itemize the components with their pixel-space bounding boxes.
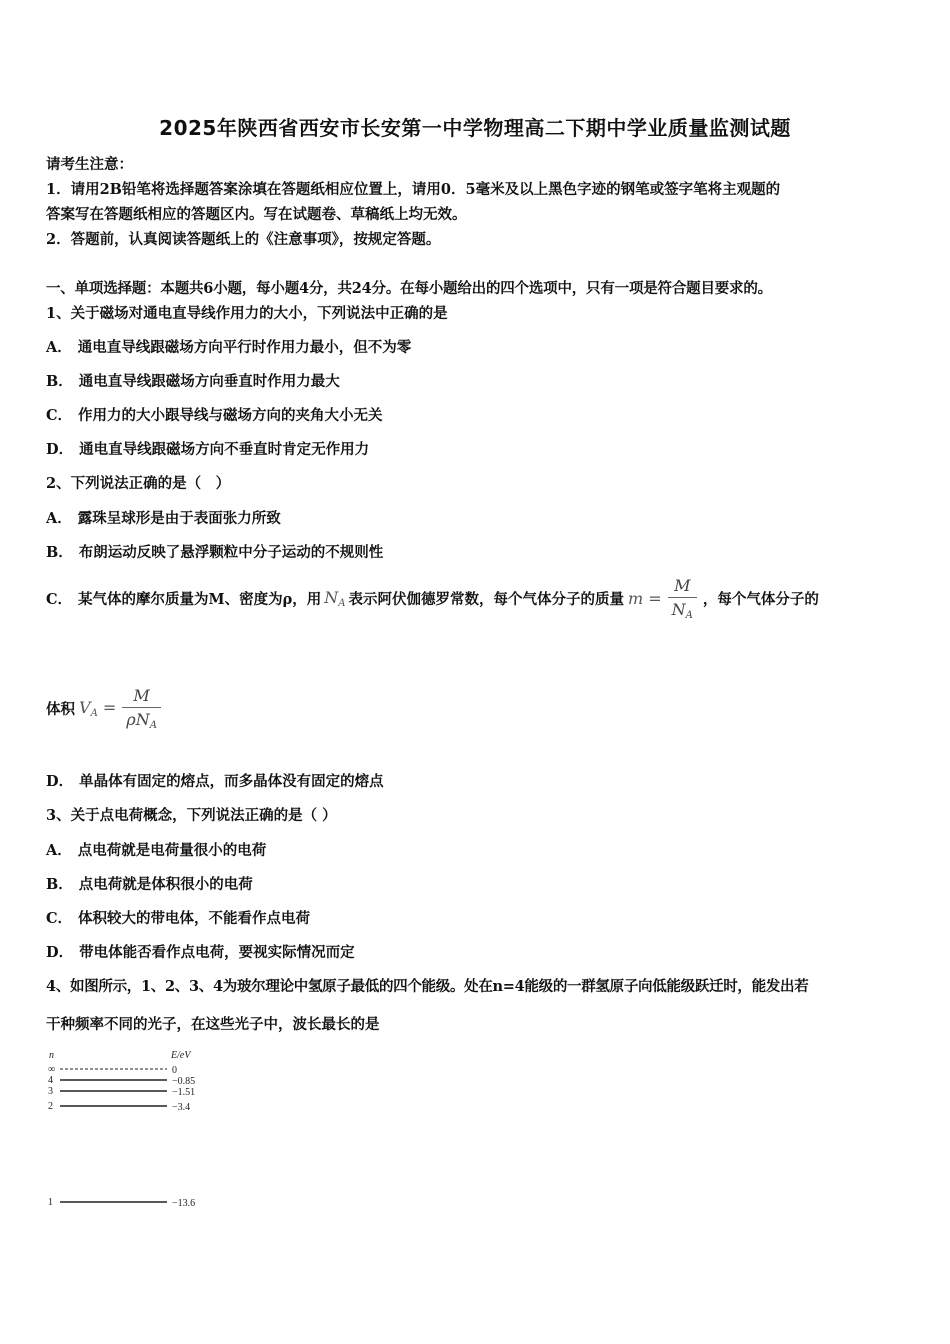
fraction-denominator bbox=[668, 597, 697, 621]
mass-fraction bbox=[668, 576, 697, 621]
option-label: A． bbox=[46, 339, 72, 356]
symbol-subscript: A bbox=[338, 598, 346, 609]
avogadro-symbol bbox=[324, 588, 345, 609]
option-label: B． bbox=[46, 373, 73, 390]
option-text: 带电体能否看作点电荷，要视实际情况而定 bbox=[79, 944, 355, 961]
level-n-label: 2 bbox=[48, 1101, 53, 1112]
option-label: D． bbox=[46, 441, 74, 458]
volume-symbol bbox=[79, 698, 116, 719]
q1-option-c bbox=[46, 404, 383, 425]
volume-fraction bbox=[122, 686, 161, 731]
q3-stem: 3、关于点电荷概念，下列说法正确的是（ ） bbox=[46, 807, 337, 824]
option-label: C． bbox=[46, 910, 73, 927]
level-n-label: ∞ bbox=[48, 1064, 56, 1075]
notice-heading: 请考生注意： bbox=[46, 156, 133, 173]
option-label: A． bbox=[46, 510, 72, 527]
option-label: B． bbox=[46, 544, 73, 561]
symbol-letter: V bbox=[79, 698, 91, 717]
section-heading: 一、单项选择题：本题共6小题，每小题4分，共24分。在每小题给出的四个选项中，只有一项是符合题目要求的。 bbox=[46, 280, 772, 297]
level-energy-label: −0.85 bbox=[172, 1076, 196, 1087]
q4-stem-line2: 干种频率不同的光子，在这些光子中，波长最长的是 bbox=[46, 1016, 380, 1033]
q3-option-a bbox=[46, 839, 266, 860]
q2-option-a bbox=[46, 507, 281, 528]
option-text: 单晶体有固定的熔点，而多晶体没有固定的熔点 bbox=[79, 773, 384, 790]
option-label: C． bbox=[46, 407, 73, 424]
level-n-label: 1 bbox=[48, 1197, 53, 1208]
option-label: D． bbox=[46, 773, 74, 790]
q2-option-b bbox=[46, 541, 383, 562]
q2-option-c-continued bbox=[46, 686, 167, 731]
option-text: 点电荷就是电荷量很小的电荷 bbox=[77, 842, 267, 859]
energy-axis-label: E/eV bbox=[171, 1050, 191, 1061]
option-text: ，每个气体分子的 bbox=[702, 591, 819, 608]
option-text: 表示阿伏伽德罗常数，每个气体分子的质量 bbox=[348, 591, 624, 608]
option-text: 通电直导线跟磁场方向平行时作用力最小，但不为零 bbox=[77, 339, 412, 356]
q3-option-c bbox=[46, 907, 310, 928]
energy-levels bbox=[48, 1064, 195, 1209]
option-label: B． bbox=[46, 876, 73, 893]
denominator-letter: ρN bbox=[126, 710, 150, 729]
option-label: D． bbox=[46, 944, 74, 961]
option-label: C． bbox=[46, 591, 73, 608]
level-n-label: 3 bbox=[48, 1086, 53, 1097]
energy-level-3 bbox=[48, 1086, 195, 1098]
symbol-subscript: A bbox=[90, 708, 98, 719]
notice-line-1b: 答案写在答题纸相应的答题区内。写在试题卷、草稿纸上均无效。 bbox=[46, 206, 467, 223]
level-energy-label: 0 bbox=[172, 1065, 177, 1076]
level-energy-label: −3.4 bbox=[172, 1102, 191, 1113]
energy-level-diagram bbox=[44, 1045, 244, 1220]
fraction-numerator: M bbox=[674, 576, 691, 595]
equals-sign: = bbox=[97, 698, 117, 717]
level-n-label: 4 bbox=[48, 1075, 53, 1086]
energy-level-4 bbox=[48, 1075, 195, 1087]
q2-option-d bbox=[46, 770, 384, 791]
mass-symbol: m = bbox=[627, 589, 662, 608]
option-text: 点电荷就是体积很小的电荷 bbox=[78, 876, 253, 893]
q1-option-d bbox=[46, 438, 369, 459]
notice-line-2: 2．答题前，认真阅读答题纸上的《注意事项》，按规定答题。 bbox=[46, 231, 441, 248]
symbol-letter: N bbox=[324, 588, 339, 607]
energy-level-1 bbox=[48, 1197, 195, 1209]
energy-level-2 bbox=[48, 1101, 190, 1113]
option-text: 通电直导线跟磁场方向不垂直时肯定无作用力 bbox=[79, 441, 370, 458]
energy-level-infinity bbox=[48, 1064, 177, 1076]
q2-option-c bbox=[46, 576, 819, 621]
option-text: 布朗运动反映了悬浮颗粒中分子运动的不规则性 bbox=[78, 544, 384, 561]
option-text: 体积 bbox=[46, 701, 75, 718]
denominator-letter: N bbox=[671, 600, 686, 619]
option-label: A． bbox=[46, 842, 72, 859]
q3-option-d bbox=[46, 941, 355, 962]
option-text: 通电直导线跟磁场方向垂直时作用力最大 bbox=[78, 373, 340, 390]
q2-stem: 2、下列说法正确的是（ ） bbox=[46, 475, 231, 492]
q3-option-b bbox=[46, 873, 253, 894]
option-text: 作用力的大小跟导线与磁场方向的夹角大小无关 bbox=[78, 407, 383, 424]
level-energy-label: −13.6 bbox=[172, 1198, 196, 1209]
q1-stem: 1、关于磁场对通电直导线作用力的大小，下列说法中正确的是 bbox=[46, 305, 448, 322]
q1-option-a bbox=[46, 336, 411, 357]
fraction-denominator bbox=[122, 707, 161, 731]
fraction-numerator: M bbox=[133, 686, 150, 705]
page-title: 2025年陕西省西安市长安第一中学物理高二下期中学业质量监测试题 bbox=[159, 116, 791, 140]
q4-stem-line1: 4、如图所示，1、2、3、4为玻尔理论中氢原子最低的四个能级。处在n=4能级的一群氢原子向低能级跃迁时，能发出若 bbox=[46, 978, 809, 995]
denominator-subscript: A bbox=[149, 720, 157, 731]
notice-line-1a: 1．请用2B铅笔将选择题答案涂填在答题纸相应位置上，请用0．5毫米及以上黑色字迹的钢笔或签字笔将主观题的 bbox=[46, 181, 781, 198]
q1-option-b bbox=[46, 370, 340, 391]
option-text: 体积较大的带电体，不能看作点电荷 bbox=[78, 910, 311, 927]
denominator-subscript: A bbox=[685, 610, 693, 621]
level-energy-label: −1.51 bbox=[172, 1087, 196, 1098]
option-text: 露珠呈球形是由于表面张力所致 bbox=[77, 510, 281, 527]
n-axis-label: n bbox=[49, 1050, 54, 1061]
option-text: 某气体的摩尔质量为M、密度为ρ，用 bbox=[78, 591, 322, 608]
